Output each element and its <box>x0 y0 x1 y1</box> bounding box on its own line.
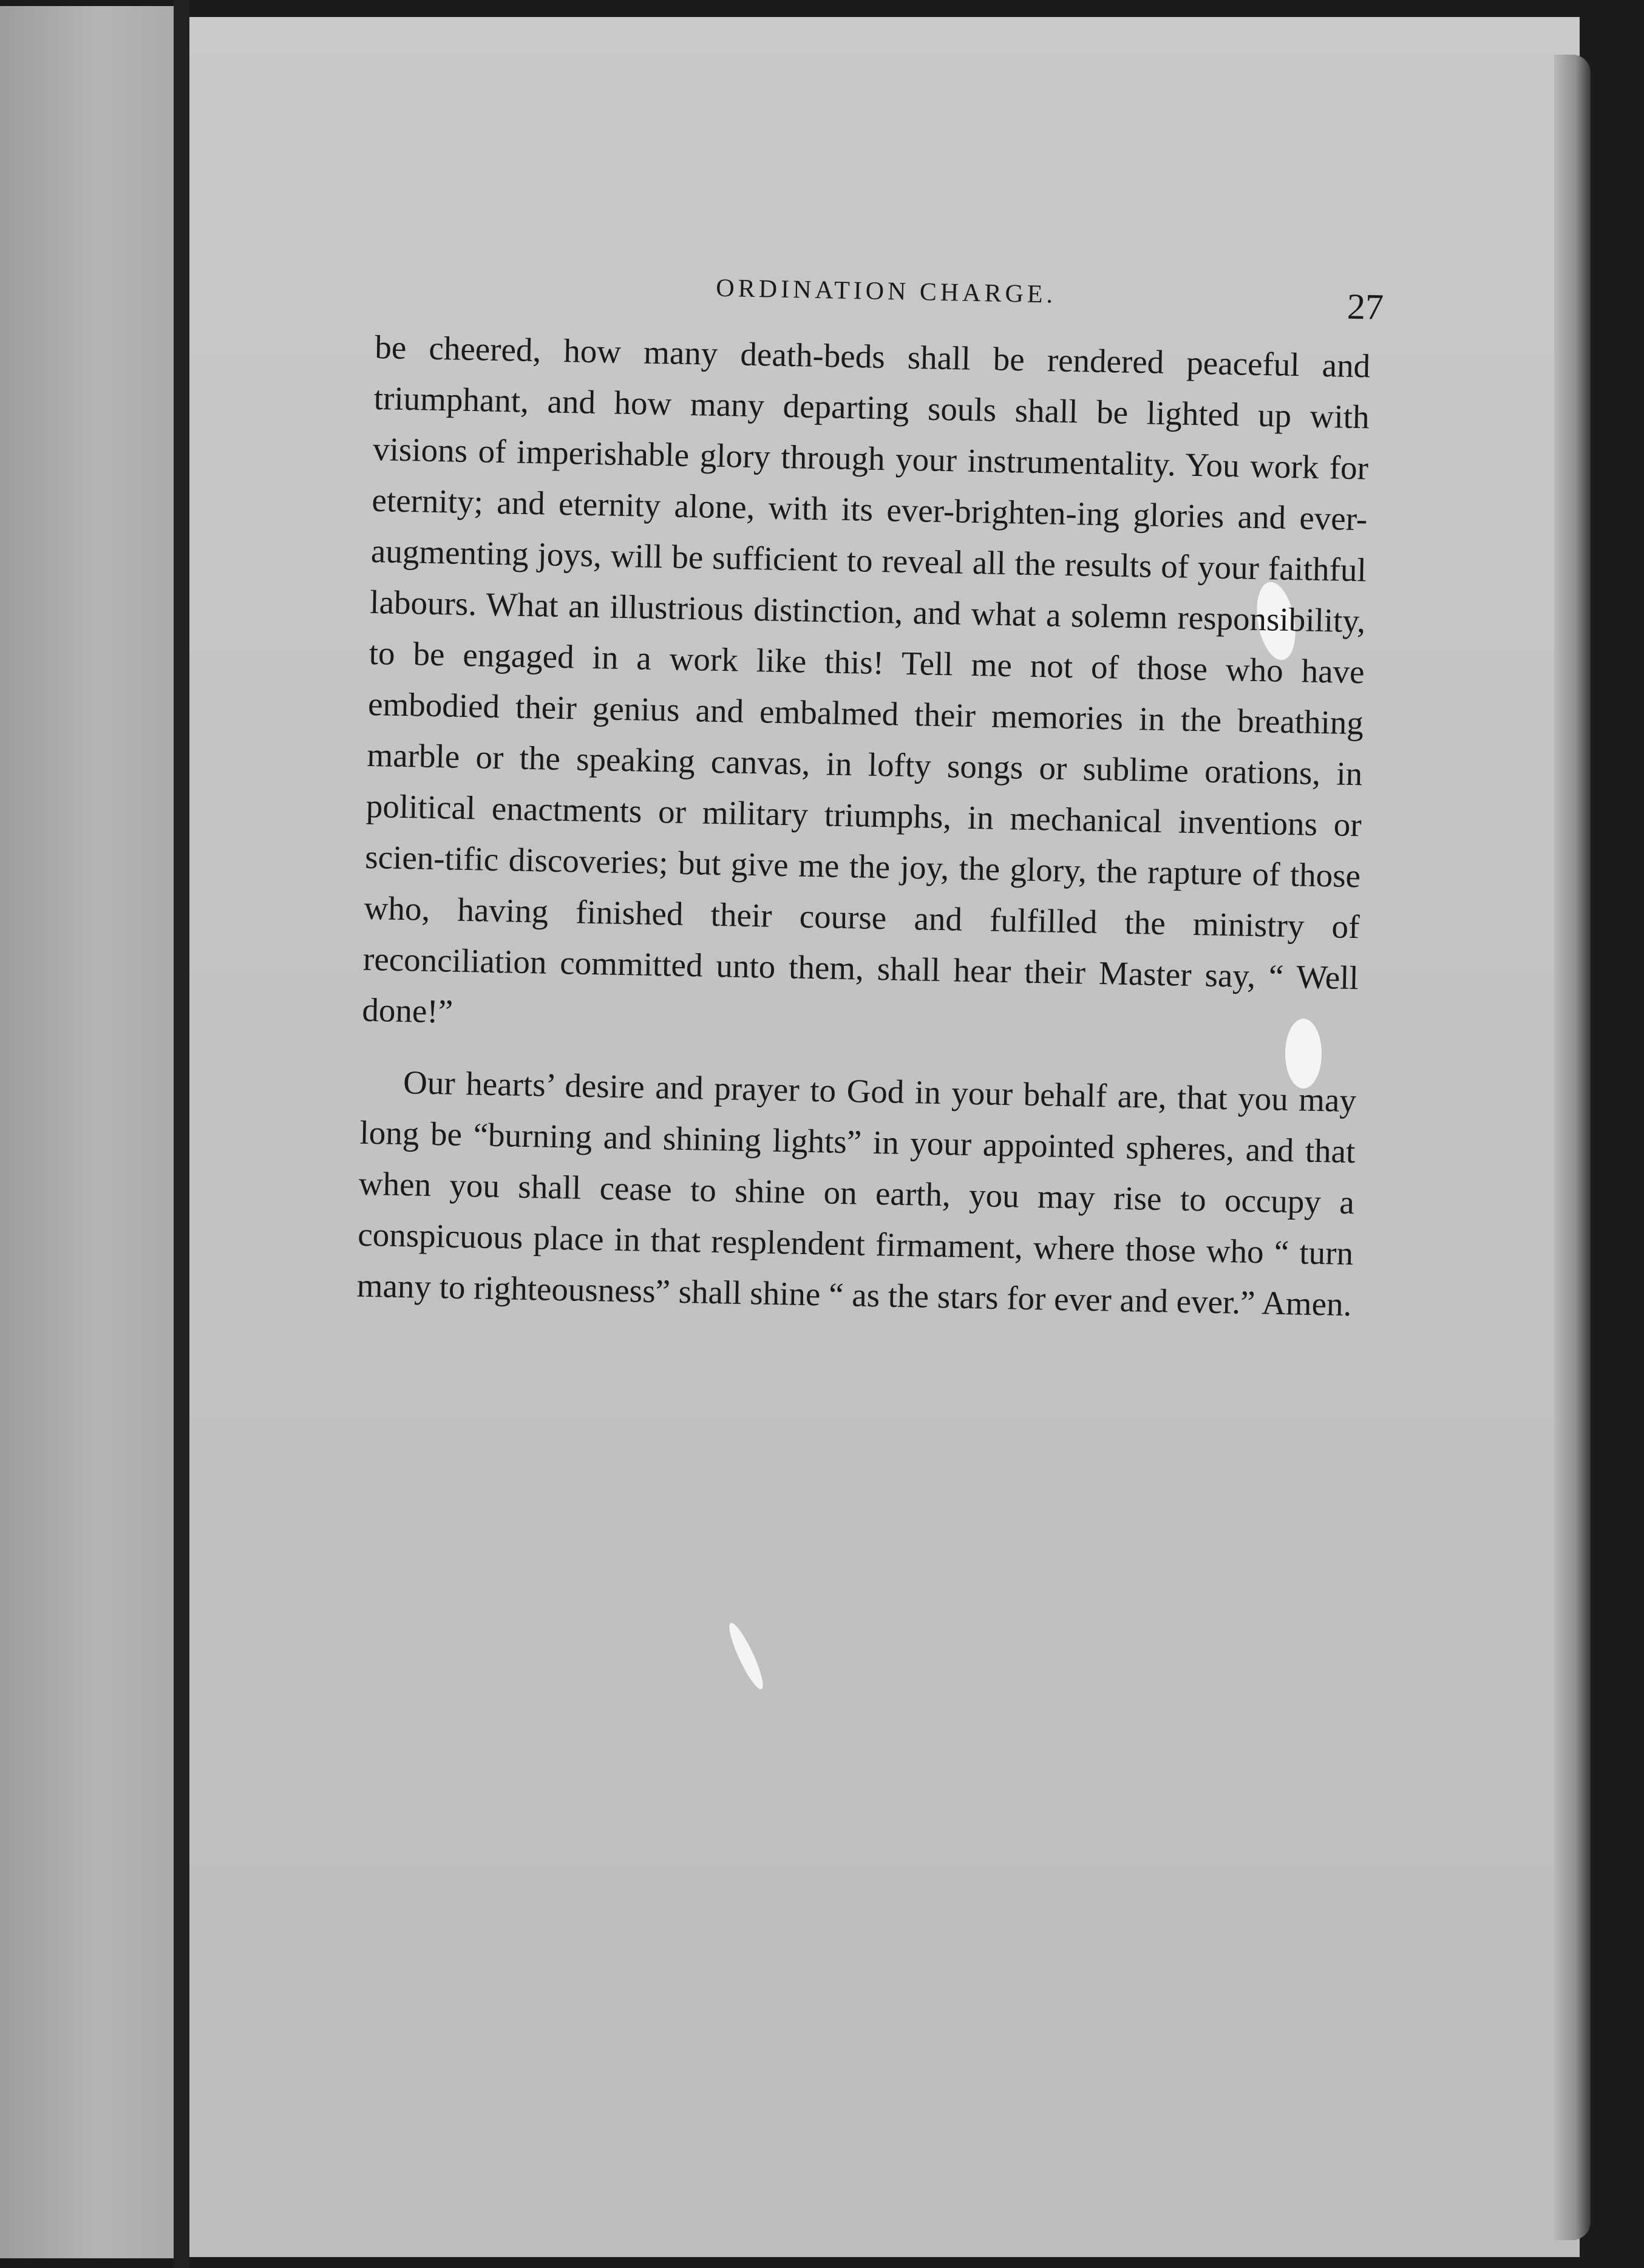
page-text <box>356 267 1384 1330</box>
running-title: ORDINATION CHARGE. <box>715 274 1057 309</box>
left-page-edge <box>0 6 182 2258</box>
page-number: 27 <box>1347 286 1384 327</box>
paragraph: be cheered, how many death-beds shall be rendered peaceful and triumphant, and how many departing souls shall be lighted up with visions of imperishable glory through your instrumentality. You work for eternity; and eternity alone, with its ever-brighten-ing glories and ever-augmenting joys, will be sufficient to reveal all the results of your faithful labours. What an illustrious distinction, and what a solemn responsibility, to be engaged in a work like this! Tell me not of those who have embodied their genius and embalmed their memories in the breathing marble or the speaking canvas, in lofty songs or sublime orations, in political enactments or military triumphs, in mechanical inventions or scien-tific discoveries; but give me the joy, the glory, the rapture of those who, having finished their course and fulfilled the ministry of reconciliation committed unto them, shall hear their Master say, “ Well done!” <box>361 328 1371 1030</box>
page-blemish <box>724 1620 768 1693</box>
paragraph: Our hearts’ desire and prayer to God in your behalf are, that you may long be “burning and shining lights” in your appointed spheres, and that when you shall cease to shine on earth, you may rise to occupy a conspicuous place in that resplendent firmament, where those who “ turn many to righteousness” shall shine “ as the stars for ever and ever.” Amen. <box>356 1064 1357 1323</box>
page-edge-shadow <box>1554 55 1591 2240</box>
book-gutter <box>174 0 189 2268</box>
